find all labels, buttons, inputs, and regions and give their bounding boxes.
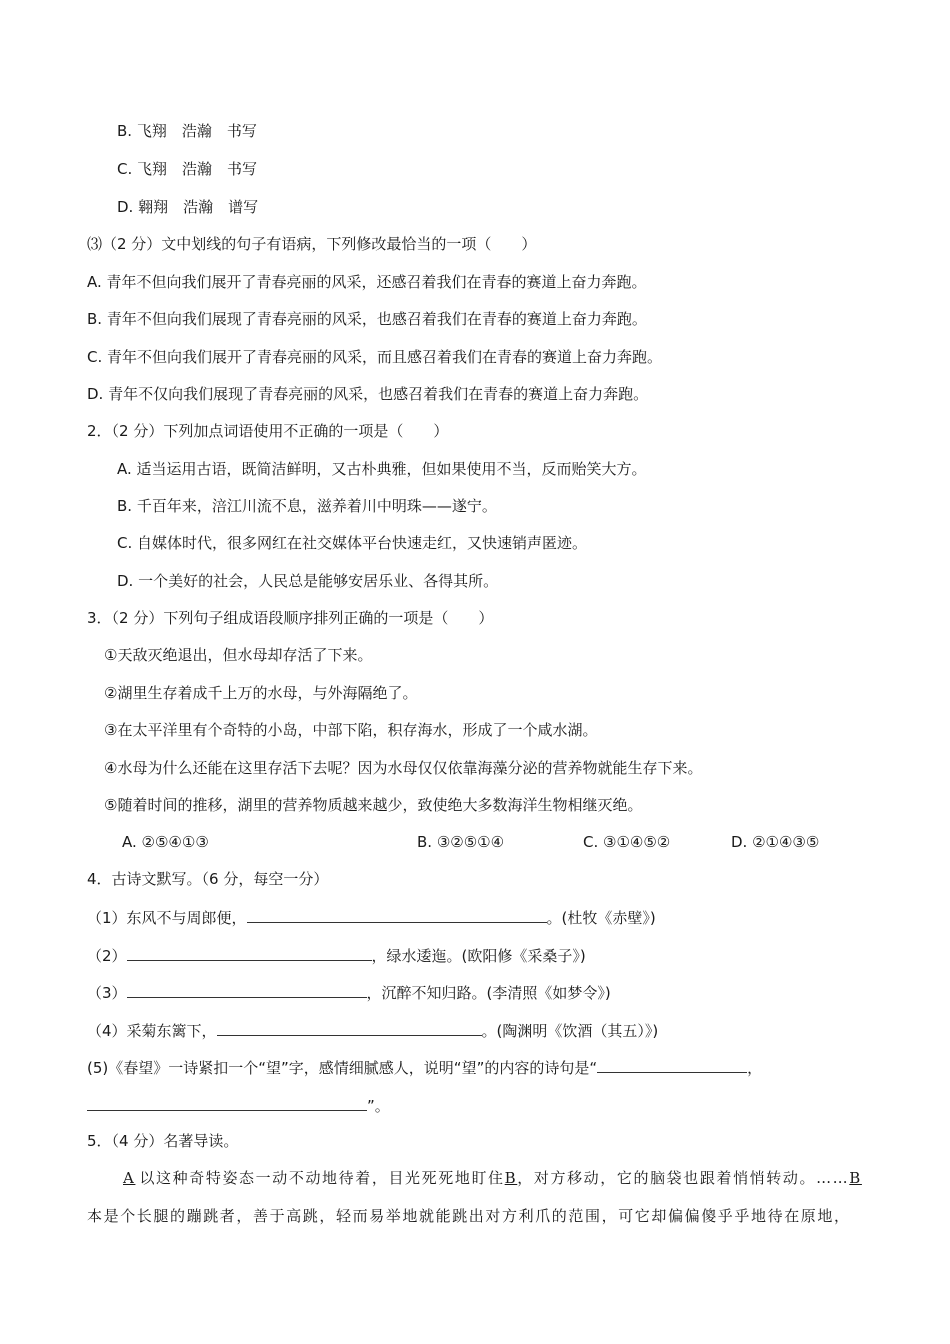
q4-blank-4[interactable] [217, 1019, 482, 1036]
q1-option-b: B. 飞翔 浩瀚 书写 [117, 122, 257, 140]
q2-stem: 2．（2 分）下列加点词语使用不正确的一项是（ ） [87, 422, 449, 440]
q4-stem: 4．古诗文默写。（6 分，每空一分） [87, 870, 329, 888]
q1-option-c: C. 飞翔 浩瀚 书写 [117, 160, 258, 178]
q4-line-1 [87, 906, 656, 928]
q5-passage-line-2: 本是个长腿的蹦跳者，善于高跳，轻而易举地就能跳出对方利爪的范围，可它却偏偏傻乎乎地待在原地， [87, 1207, 851, 1225]
q3-option-d: D. ②①④③⑤ [731, 833, 820, 851]
q5-passage-line-1 [119, 1168, 862, 1188]
q4-blank-2[interactable] [127, 944, 372, 961]
q5-stem: 5．（4 分）名著导读。 [87, 1132, 239, 1150]
q1-3-option-a: A. 青年不但向我们展开了青春亮丽的风采，还感召着我们在青春的赛道上奋力奔跑。 [87, 273, 647, 291]
q3-sentence-2: ②湖里生存着成千上万的水母，与外海隔绝了。 [104, 684, 418, 702]
q4-line-4-prefix: （4）采菊东篱下， [87, 1022, 217, 1040]
q3-option-c: C. ③①④⑤② [583, 833, 671, 851]
q4-line-2-suffix: ，绿水逶迤。(欧阳修《采桑子》) [371, 947, 586, 965]
q1-3-option-d: D. 青年不仅向我们展现了青春亮丽的风采，也感召着我们在青春的赛道上奋力奔跑。 [87, 385, 649, 403]
q3-sentence-1: ①天敌灭绝退出，但水母却存活了下来。 [104, 646, 373, 664]
q4-line-5-cont [87, 1094, 390, 1116]
q5-blank-b: B [504, 1169, 518, 1187]
q4-line-5-prefix: (5)《春望》一诗紧扣一个“望”字，感情细腻感人，说明“望”的内容的诗句是“ [87, 1059, 598, 1077]
q2-option-c: C. 自媒体时代，很多网红在社交媒体平台快速走红，又快速销声匿迹。 [117, 534, 588, 552]
q1-3-option-c: C. 青年不但向我们展开了青春亮丽的风采，而且感召着我们在青春的赛道上奋力奔跑。 [87, 348, 663, 366]
q4-line-4-suffix: 。(陶渊明《饮酒（其五）》) [481, 1022, 659, 1040]
q5-blank-a: A [123, 1169, 136, 1187]
q1-3-option-b: B. 青年不但向我们展现了青春亮丽的风采，也感召着我们在青春的赛道上奋力奔跑。 [87, 310, 647, 328]
q4-line-1-suffix: 。(杜牧《赤壁》) [546, 909, 656, 927]
q5-blank-b-2: B [849, 1169, 862, 1187]
q3-option-b: B. ③②⑤①④ [417, 833, 505, 851]
q4-line-3 [87, 981, 611, 1003]
q4-line-1-prefix: （1）东风不与周郎便， [87, 909, 247, 927]
q4-line-3-suffix: ，沉醉不知归路。(李清照《如梦令》) [366, 984, 611, 1002]
q4-line-4 [87, 1019, 658, 1041]
q1-option-d: D. 翱翔 浩瀚 谱写 [117, 198, 259, 216]
q3-sentence-5: ⑤随着时间的推移，湖里的营养物质越来越少，致使绝大多数海洋生物相继灭绝。 [104, 796, 643, 814]
q4-line-2 [87, 944, 586, 966]
q4-line-2-prefix: （2） [87, 947, 127, 965]
q1-3-stem: ⑶（2 分）文中划线的句子有语病，下列修改最恰当的一项（ ） [87, 235, 537, 253]
q4-blank-6[interactable] [87, 1094, 367, 1111]
q4-line-5-end: ”。 [367, 1097, 390, 1115]
q5-passage-text-1: 以这种奇特姿态一动不动地待着，目光死死地盯住 [139, 1169, 505, 1187]
q2-option-a: A. 适当运用古语，既简洁鲜明，又古朴典雅，但如果使用不当，反而贻笑大方。 [117, 460, 647, 478]
q4-line-3-prefix: （3） [87, 984, 127, 1002]
q4-blank-1[interactable] [247, 906, 547, 923]
q3-option-a: A. ②⑤④①③ [122, 833, 209, 851]
q4-line-5 [87, 1056, 762, 1078]
q4-line-5-comma: ， [747, 1059, 763, 1077]
q4-blank-3[interactable] [127, 981, 367, 998]
q4-blank-5[interactable] [597, 1056, 747, 1073]
q5-passage-text-2: ，对方移动，它的脑袋也跟着悄悄转动。…… [517, 1169, 850, 1187]
q3-sentence-3: ③在太平洋里有个奇特的小岛，中部下陷，积存海水，形成了一个咸水湖。 [104, 721, 598, 739]
q3-sentence-4: ④水母为什么还能在这里存活下去呢？因为水母仅仅依靠海藻分泌的营养物就能生存下来。 [104, 759, 703, 777]
q2-option-d: D. 一个美好的社会，人民总是能够安居乐业、各得其所。 [117, 572, 499, 590]
q3-stem: 3．（2 分）下列句子组成语段顺序排列正确的一项是（ ） [87, 609, 494, 627]
q2-option-b: B. 千百年来，涪江川流不息，滋养着川中明珠——遂宁。 [117, 497, 497, 515]
